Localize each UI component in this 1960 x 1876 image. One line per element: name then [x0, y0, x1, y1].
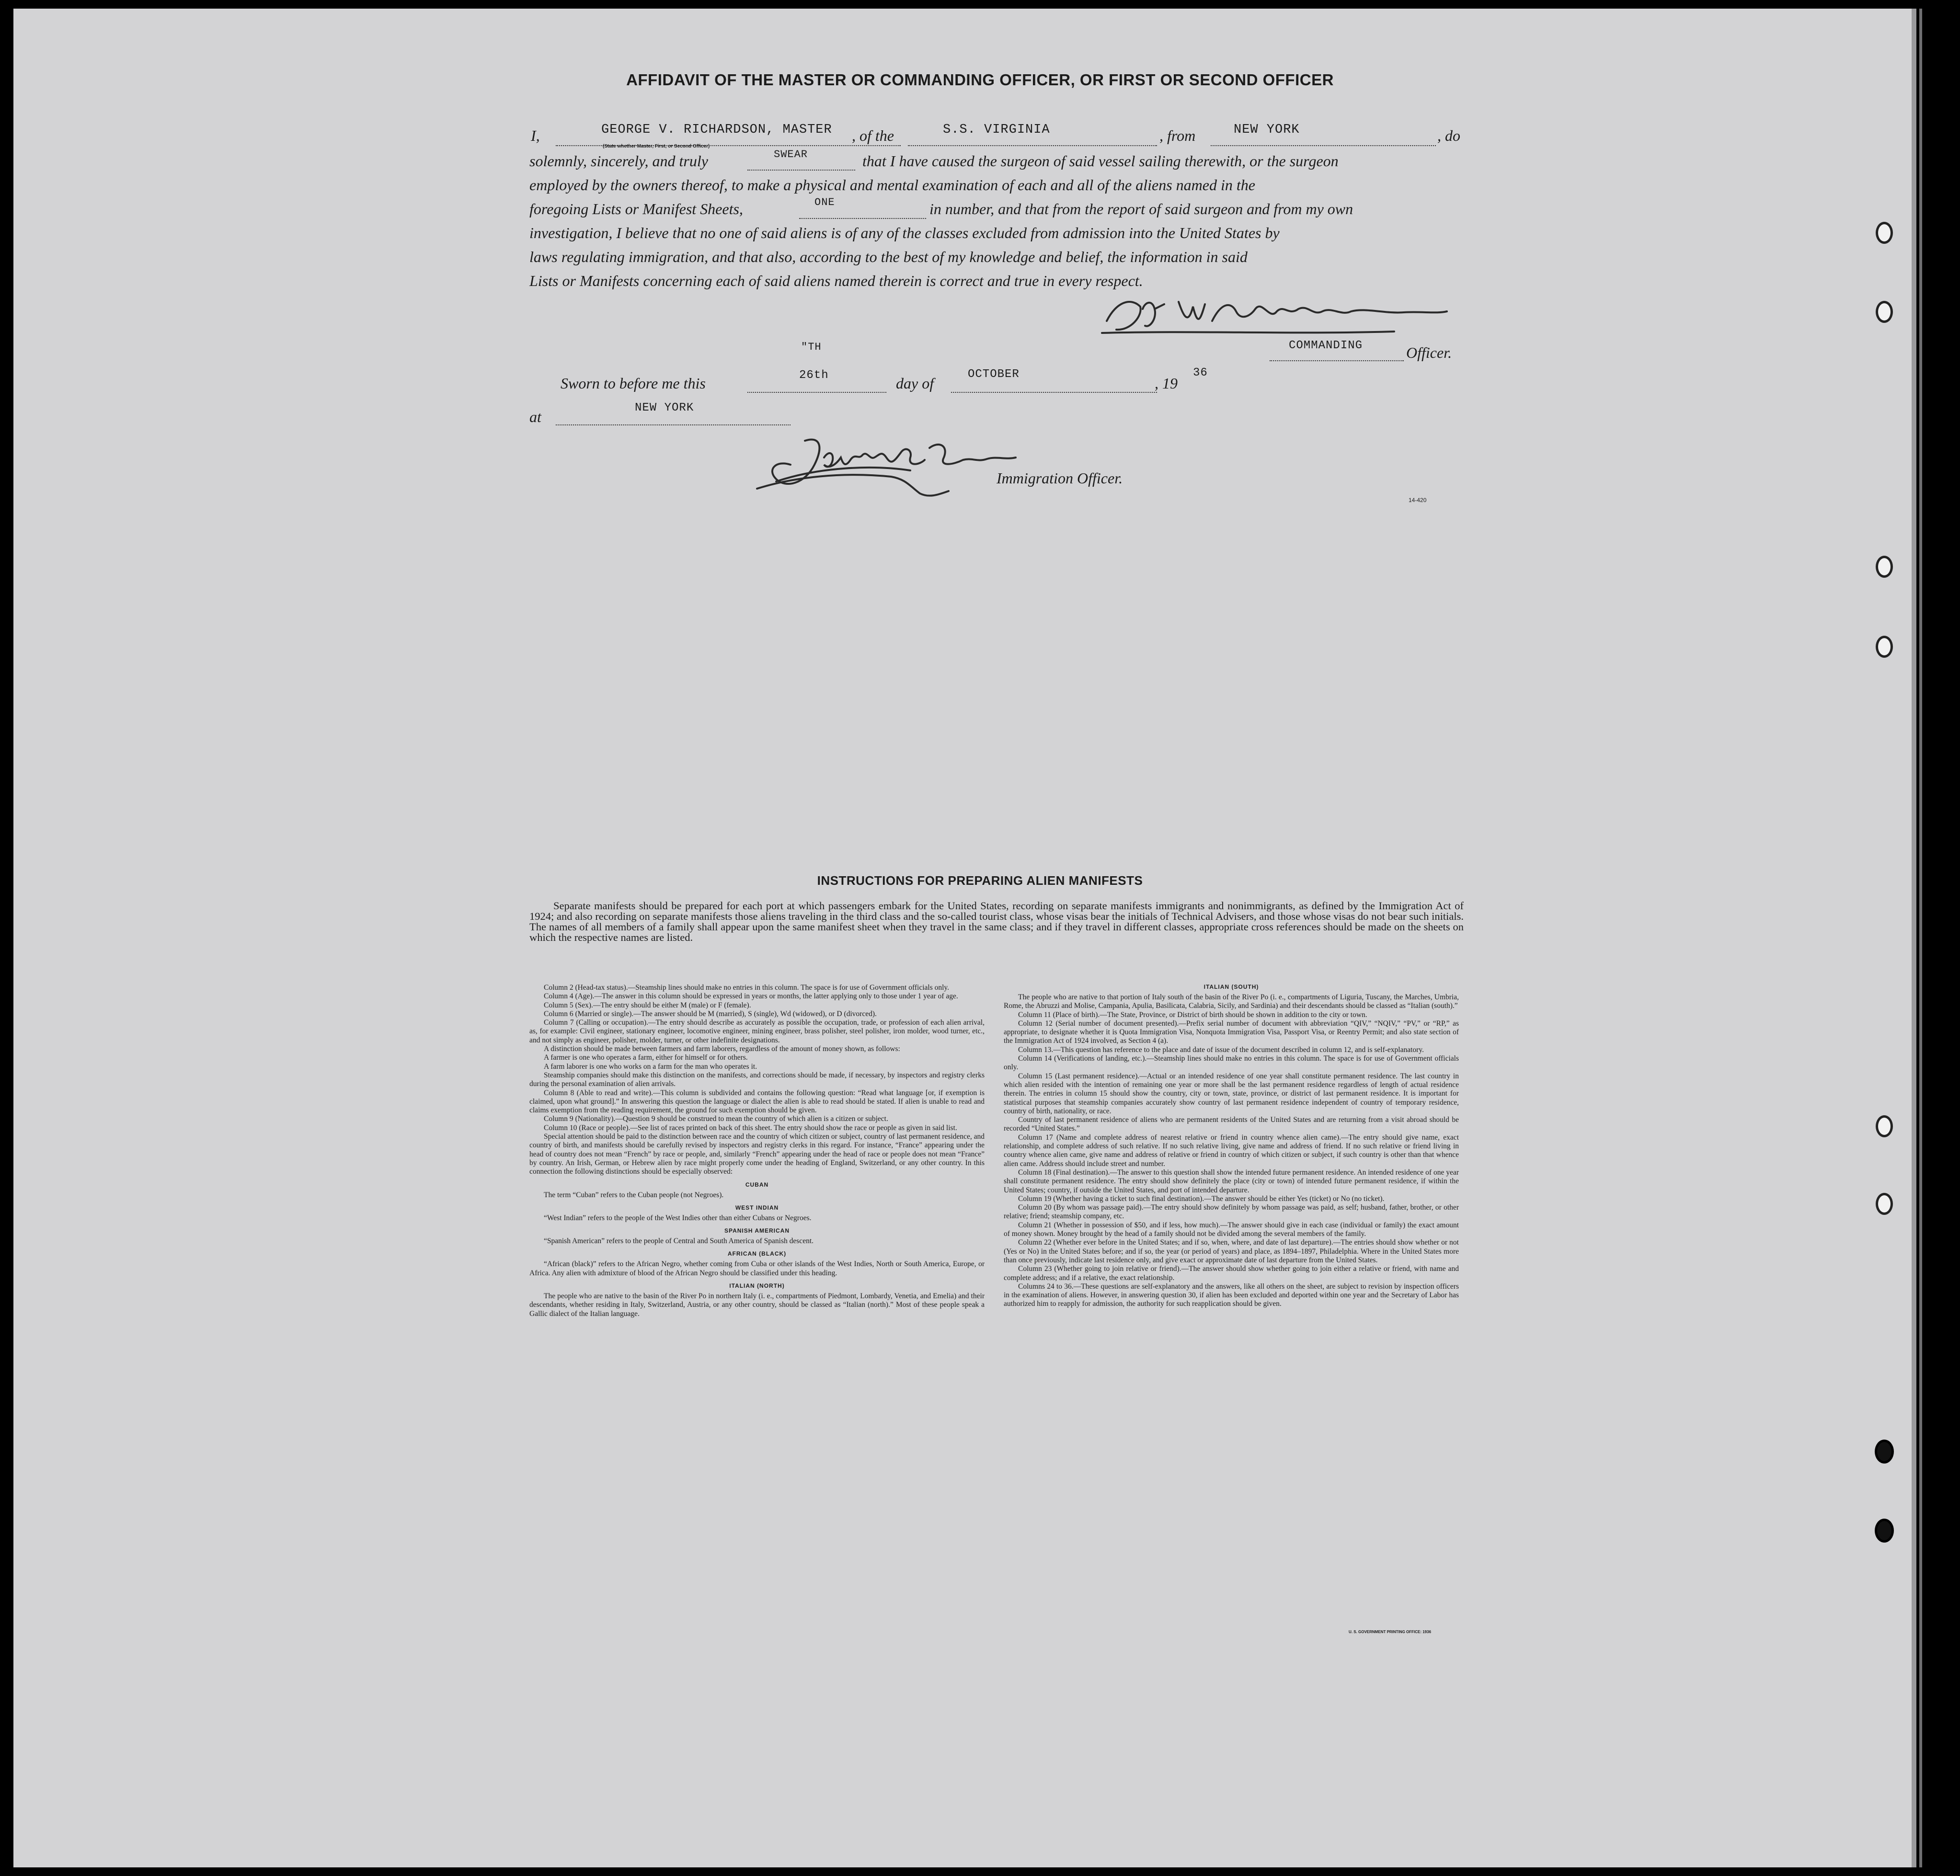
sworn-day-field: 26th — [799, 369, 829, 382]
instruction-column-11: Column 11 (Place of birth).—The State, Province, or District of birth should be shown in addition to the city or town. — [1018, 1010, 1367, 1019]
officer-label: Officer. — [1406, 344, 1452, 361]
instruction-race-distinction: Special attention should be paid to the distinction between race and the country of which citizen or subject, country of last permanent residence, and country of birth, and manifests should be carefully revised by inspectors and registry clerks in this regard. For instance, “France” appearing under the head of country does not mean “French” by race or people, and, similarly “French” appearing under the head of race or people does not mean “France” by country. An Irish, German, or Hebrew alien by race might properly come under the heading of England, Switzerland, or any other country. In this connection the following distinctions should be especially observed: — [529, 1132, 985, 1176]
year-field: 36 — [1193, 366, 1208, 379]
instruction-column-9: Column 9 (Nationality).—Question 9 should be construed to mean the country of which alien is a citizen or subject. — [544, 1115, 888, 1123]
printing-office-note: U. S. GOVERNMENT PRINTING OFFICE: 1936 — [1349, 1630, 1432, 1634]
text-italian-south: The people who are native to that portion of Italy south of the basin of the River Po (i. e., compartments of Liguria, Tuscany, the Marches, Umbria, Rome, the Abruzzi and Molise, Campania, Apulia, Basilicata, Calabria, Sicily, and Sardinia) and their descendants should be classed as “Italian (south).” — [1004, 993, 1459, 1010]
at-line — [556, 424, 791, 425]
punch-hole — [1876, 1193, 1893, 1215]
heading-spanish-american: SPANISH AMERICAN — [724, 1227, 790, 1235]
at-label: at — [529, 408, 541, 425]
heading-italian-south: ITALIAN (SOUTH) — [1204, 984, 1259, 990]
text-african: “African (black)” refers to the African Negro, whether coming from Cuba or other islands of the West Indies, North or South America, Europe, or Africa. Any alien with admixture of blood of the African Negro should be classified under this heading. — [529, 1260, 985, 1277]
punch-hole — [1876, 1115, 1893, 1137]
affidavit-text-5: investigation, I believe that no one of said aliens is of any of the classes excluded from admission into the United States by — [529, 224, 1280, 241]
form-number: 14-420 — [1409, 497, 1427, 503]
affidavit-title: AFFIDAVIT OF THE MASTER OR COMMANDING OFFICER, OR FIRST OR SECOND OFFICER — [626, 71, 1334, 89]
instruction-residence: Country of last permanent residence of aliens who are permanent residents of the United States and are returning from a visit abroad should be recorded “United States.” — [1004, 1116, 1459, 1133]
instruction-column-5: Column 5 (Sex).—The entry should be either M (male) or F (female). — [544, 1001, 751, 1009]
instruction-column-6: Column 6 (Married or single).—The answer should be M (married), S (single), Wd (widowed), or D (divorced). — [544, 1009, 877, 1018]
heading-italian-north: ITALIAN (NORTH) — [729, 1282, 785, 1290]
instruction-column-19: Column 19 (Whether having a ticket to such final destination).—The answer should be either Yes (ticket) or No (no ticket). — [1018, 1194, 1385, 1203]
instruction-farmer-def: A farmer is one who operates a farm, either for himself or for others. — [544, 1053, 748, 1062]
officer-rank-line — [1270, 360, 1404, 361]
punch-hole — [1876, 222, 1893, 244]
instruction-column-21: Column 21 (Whether in possession of $50, and if less, how much).—The answer should give in each case (individual or family) the exact amount of money shown. Money brought by the head of a family should not be divided among the several members of the family. — [1004, 1221, 1459, 1238]
instruction-column-15: Column 15 (Last permanent residence).—Actual or an intended residence of one year shall constitute permanent residence. The last country in which alien resided with the intention of remaining one year or more shall be the last permanent residence regardless of length of actual residence therein. The entries in column 15 should show the country, city or town, state, province, or district of last permanent residence. It is important for statistical purposes that steamship companies accurately show country of last permanent residence independent of country of temporary residence, country of birth, nationality, or race. — [1004, 1072, 1459, 1115]
swear-field: SWEAR — [774, 149, 808, 160]
heading-west-indian: WEST INDIAN — [735, 1204, 779, 1211]
sworn-day-line — [747, 392, 886, 393]
punch-hole — [1875, 1519, 1894, 1543]
immigration-officer-label: Immigration Officer. — [997, 469, 1123, 487]
at-field: NEW YORK — [635, 401, 694, 414]
affidavit-text-7: Lists or Manifests concerning each of said aliens named therein is correct and true in every respect. — [529, 272, 1143, 289]
affidavit-text-4: in number, and that from the report of said surgeon and from my own — [929, 200, 1353, 217]
officer-rank-field: COMMANDING — [1289, 339, 1363, 352]
page-edge-shadow — [1919, 9, 1922, 1867]
text-west-indian: “West Indian” refers to the people of the West Indies other than either Cubans or Negroes. — [544, 1213, 812, 1222]
count-line — [799, 218, 926, 219]
solemnly-label: solemnly, sincerely, and truly — [529, 152, 708, 170]
page-edge — [1912, 9, 1916, 1867]
affidavit-i: I, — [531, 127, 540, 144]
master-signature — [1097, 287, 1452, 340]
instruction-column-17: Column 17 (Name and complete address of nearest relative or friend in country whence alien came).—The entry should give name, exact relationship, and complete address of such relative. If no such relative living, give name and address of friend. If no such relative or friend living in country whence alien came, give name and address of relative or friend in country of which citizen or subject, if such country is other than that whence alien came. Address should include street and number. — [1004, 1133, 1459, 1168]
instruction-column-10: Column 10 (Race or people).—See list of races printed on back of this sheet. The entry should show the race or people as given in said list. — [544, 1123, 957, 1132]
text-spanish-american: “Spanish American” refers to the people of Central and South America of Spanish descent. — [544, 1237, 814, 1246]
vessel-field: S.S. VIRGINIA — [943, 123, 1050, 137]
affidavit-text-6: laws regulating immigration, and that also, according to the best of my knowledge and belief, the information in said — [529, 248, 1248, 265]
swear-line — [747, 170, 855, 171]
instruction-column-14: Column 14 (Verifications of landing, etc.).—Steamship lines should make no entries in this column. The space is for use of Government officials only. — [1004, 1054, 1459, 1072]
instruction-column-4: Column 4 (Age).—The answer in this column should be expressed in years or months, the latter applying only to those under 1 year of age. — [544, 992, 958, 1001]
do-label: , do — [1437, 127, 1460, 144]
punch-hole — [1875, 1440, 1894, 1464]
instruction-steamship: Steamship companies should make this distinction on the manifests, and corrections should be made, if necessary, by inspectors and registry clerks during the personal examination of alien arrivals. — [529, 1071, 985, 1088]
foregoing-label: foregoing Lists or Manifest Sheets, — [529, 200, 743, 217]
day-of-label: day of — [896, 375, 934, 392]
instruction-column-7: Column 7 (Calling or occupation).—The entry should describe as accurately as possible the occupation, trade, or profession of each alien arrival, as, for example: Civil engineer, stationary engineer, locomotive engineer, mining engineer, brass polisher, steel polisher, iron molder, wood turner, etc., and not simply as engineer, polisher, molder, turner, or other indefinite designations. — [529, 1018, 985, 1044]
affidavit-text-2: that I have caused the surgeon of said vessel sailing therewith, or the surgeon — [862, 152, 1339, 170]
instruction-column-8: Column 8 (Able to read and write).—This column is subdivided and contains the following question: “Read what language [or, if exemption is claimed, upon what ground].” In answering this question the language or dialect the alien is able to read should be stated. If alien is unable to read and claims exemption from the reading requirement, the ground for such exemption should be given. — [529, 1088, 985, 1115]
instructions-right-column — [1004, 984, 1459, 1635]
from-label: , from — [1159, 127, 1196, 144]
from-field: NEW YORK — [1234, 123, 1300, 137]
instruction-column-20: Column 20 (By whom was passage paid).—The entry should show definitely by whom passage was paid, as self; husband, father, brother, or other relative; friend; steamship company, etc. — [1004, 1203, 1459, 1221]
instructions-intro: Separate manifests should be prepared for each port at which passengers embark for the United States, recording on separate manifests immigrants and nonimmigrants, as defined by the Immigration Act of 1924; and also recording on separate manifests those aliens traveling in the third class and the so-called tourist class, whose visas bear the initials of Technical Advisers, and those whose visas do not bear such initials. The names of all members of a family shall appear upon the same manifest sheet when they travel in the same class; and if they travel in different classes, appropriate cross references should be made on the sheets on which the respective names are listed. — [529, 900, 1464, 943]
instruction-column-12: Column 12 (Serial number of document presented).—Prefix serial number of document with abbreviation “QIV,” “NQIV,” “PV,” or “RP,” as appropriate, to designate whether it is Quota Immigration Visa, Nonquota Immigration Visa, Passport Visa, or Reentry Permit; and also state section of the Immigration Act of 1924 involved, as Section 4 (a). — [1004, 1019, 1459, 1045]
text-cuban: The term “Cuban” refers to the Cuban people (not Negroes). — [544, 1190, 724, 1199]
punch-hole — [1876, 636, 1893, 658]
heading-cuban: CUBAN — [745, 1181, 769, 1188]
of-the-label: , of the — [852, 127, 894, 144]
punch-hole — [1876, 301, 1893, 323]
count-field: ONE — [814, 196, 835, 208]
instruction-column-22: Column 22 (Whether ever before in the United States; and if so, when, where, and date of last departure).—The entries should show whether or not (Yes or No) in the United States before; and if so, the year (or period of years) and place, as 1894–1897, Philadelphia. Where in the United States more than once previously, indicate last residence only, and give exact or approximate date of last departure from the United States. — [1004, 1238, 1459, 1264]
instruction-farmers: A distinction should be made between farmers and farm laborers, regardless of the amount of money shown, as follows: — [544, 1045, 900, 1053]
rank-note: (State whether Master, First, or Second Officer) — [603, 144, 710, 149]
text-italian-north: The people who are native to the basin of the River Po in northern Italy (i. e., compartments of Piedmont, Lombardy, Venetia, and Emelia) and their descendants, whether residing in Italy, Switzerland, Austria, or any other country, should be classed as “Italian (north).” Most of these people speak a Gallic dialect of the Italian language. — [529, 1292, 985, 1318]
month-line — [951, 392, 1157, 393]
year-prefix: , 19 — [1155, 375, 1178, 392]
month-field: OCTOBER — [968, 368, 1020, 381]
punch-hole — [1876, 556, 1893, 578]
master-name-field: GEORGE V. RICHARDSON, MASTER — [601, 123, 832, 137]
instruction-column-23: Column 23 (Whether going to join relative or friend).—The answer should show whether going to join either a relative or friend, with name and complete address; and if a relative, the exact relationship. — [1004, 1265, 1459, 1282]
sworn-label: Sworn to before me this — [561, 375, 706, 392]
affidavit-text-3: employed by the owners thereof, to make a physical and mental examination of each and all of the aliens named in the — [529, 176, 1255, 194]
instruction-column-2: Column 2 (Head-tax status).—Steamship lines should make no entries in this column. The space is for use of Government officials only. — [544, 984, 950, 992]
vessel-line — [908, 145, 1157, 146]
instructions-left-column — [529, 984, 985, 1635]
instruction-column-13: Column 13.—This question has reference to the place and date of issue of the document described in column 12, and is self-explanatory. — [1018, 1045, 1424, 1054]
instruction-columns-24-36: Columns 24 to 36.—These questions are self-explanatory and the answers, like all others on the sheet, are subject to revision by inspection officers in the examination of aliens. However, in answering question 30, if alien has been excluded and deported within one year and the Secretary of Labor has authorized him to reapply for admission, the authority for such reapplication should be given. — [1004, 1282, 1459, 1308]
heading-african: AFRICAN (BLACK) — [727, 1250, 787, 1258]
from-line — [1211, 145, 1436, 146]
instructions-title: INSTRUCTIONS FOR PREPARING ALIEN MANIFESTS — [817, 873, 1143, 888]
instruction-laborer-def: A farm laborer is one who works on a farm for the man who operates it. — [544, 1062, 757, 1071]
th-mark: "TH — [801, 341, 822, 353]
immigration-officer-signature — [747, 431, 1044, 503]
instruction-column-18: Column 18 (Final destination).—The answer to this question shall show the intended future permanent residence. An intended residence of one year shall constitute permanent residence. The entry should show definitely the place (city or town) of intended future permanent residence, if within the United States; country, if outside the United States, and port of intended departure. — [1004, 1168, 1459, 1194]
